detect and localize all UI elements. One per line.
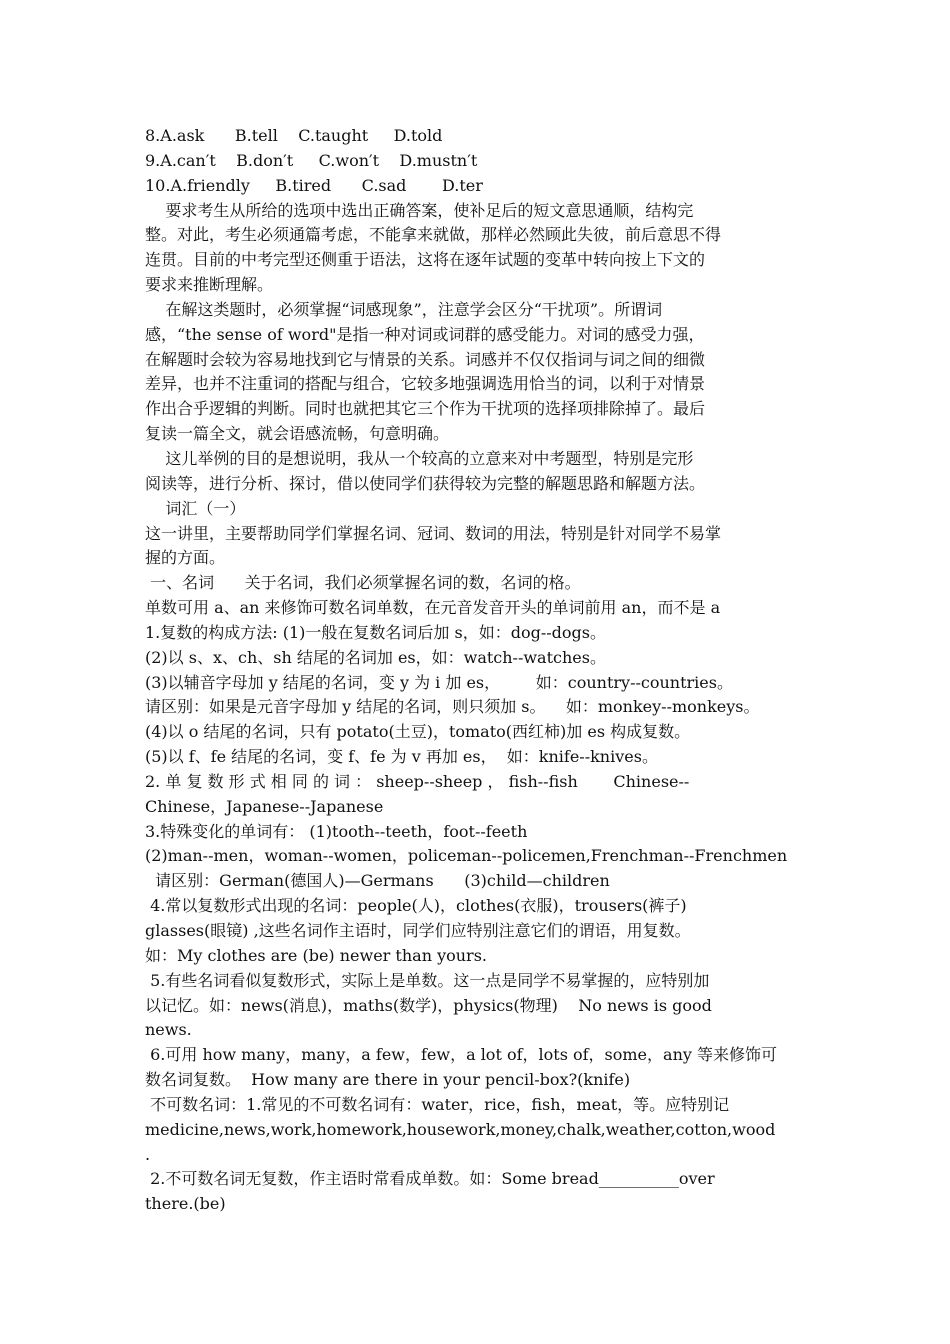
- text-line: glasses(眼镜) ,这些名词作主语时，同学们应特别注意它们的谓语，用复数。: [145, 921, 691, 940]
- text-line: 如：My clothes are (be) newer than yours.: [145, 945, 488, 965]
- text-line: 阅读等，进行分析、探讨，借以使同学们获得较为完整的解题思路和解题方法。: [145, 473, 706, 493]
- text-line: 1.复数的构成方法: (1)一般在复数名词后加 s，如：dog--dogs。: [145, 622, 606, 642]
- text-line: (4)以 o 结尾的名词，只有 potato(土豆)，tomato(西红柿)加 es 构成复数。: [145, 722, 691, 742]
- text-line: 4.常以复数形式出现的名词：people(人)，clothes(衣服)，trousers(裤子): [145, 896, 687, 916]
- text-line: 不可数名词：1.常见的不可数名词有：water，rice，fish，meat，等。应特别记: [145, 1094, 730, 1114]
- text-line: 这一讲里，主要帮助同学们掌握名词、冠词、数词的用法，特别是针对同学不易掌: [145, 523, 722, 543]
- text-line: 以记忆。如：news(消息)，maths(数学)，physics(物理) No news is good: [145, 995, 712, 1015]
- text-line: 要求考生从所给的选项中选出正确答案，使补足后的短文意思通顺，结构完: [145, 200, 694, 220]
- text-line: 这儿举例的目的是想说明，我从一个较高的立意来对中考题型，特别是完形: [145, 448, 694, 468]
- text-line: 整。对此，考生必须通篇考虑，不能拿来就做，那样必然顾此失彼，前后意思不得: [145, 225, 722, 245]
- text-line: (5)以 f、fe 结尾的名词，变 f、fe 为 v 再加 es， 如：knife--knives。: [145, 747, 658, 767]
- text-line: (2)man--men，woman--women，policeman--policemen,Frenchman--Frenchmen: [145, 846, 788, 866]
- text-line: 词汇（一）: [145, 498, 246, 518]
- text-line: 请区别：German(德国人)—Germans (3)child—children: [145, 871, 610, 891]
- text-line: 9.A.can′t B.don′t C.won′t D.mustn′t: [145, 150, 478, 170]
- text-line: 在解这类题时，必须掌握“词感现象”，注意学会区分“干扰项”。所谓词: [145, 299, 663, 319]
- text-line: 5.有些名词看似复数形式，实际上是单数。这一点是同学不易掌握的，应特别加: [145, 970, 710, 990]
- text-line: 感，“the sense of word"是指一种对词或词群的感受能力。对词的感受力强，: [145, 324, 705, 344]
- text-line: 一、名词 关于名词，我们必须掌握名词的数，名词的格。: [145, 573, 581, 593]
- text-line: 3.特殊变化的单词有： (1)tooth--teeth，foot--feeth: [145, 821, 528, 841]
- text-line: .: [145, 1144, 151, 1164]
- text-line: 连贯。目前的中考完型还侧重于语法，这将在逐年试题的变革中转向按上下文的: [145, 250, 706, 270]
- text-line: 握的方面。: [145, 548, 226, 568]
- text-line: 要求来推断理解。: [145, 275, 274, 295]
- text-line: (3)以辅音字母加 y 结尾的名词，变 y 为 i 加 es， 如：country--countries。: [145, 672, 733, 692]
- text-line: 在解题时会较为容易地找到它与情景的关系。词感并不仅仅指词与词之间的细微: [145, 349, 706, 369]
- text-line: 作出合乎逻辑的判断。同时也就把其它三个作为干扰项的选择项排除掉了。最后: [145, 399, 706, 419]
- text-line: Chinese，Japanese--Japanese: [145, 796, 384, 816]
- text-line: news.: [145, 1020, 192, 1040]
- text-line: 复读一篇全文，就会语感流畅，句意明确。: [145, 424, 450, 444]
- text-line: medicine,news,work,homework,housework,money,chalk,weather,cotton,wood: [145, 1119, 776, 1139]
- text-line: 6.可用 how many，many，a few，few，a lot of，lots of，some，any 等来修饰可: [145, 1045, 777, 1065]
- text-line: 10.A.friendly B.tired C.sad D.ter: [145, 175, 483, 195]
- text-line: 数名词复数。 How many are there in your pencil-box?(knife): [145, 1070, 631, 1090]
- document-page: [145, 124, 810, 1217]
- text-line: 差异，也并不注重词的搭配与组合，它较多地强调选用恰当的词，以利于对情景: [145, 374, 706, 394]
- text-line: (2)以 s、x、ch、sh 结尾的名词加 es，如：watch--watches。: [145, 647, 606, 667]
- text-line: 2. 单 复 数 形 式 相 同 的 词 ： sheep--sheep ， fish--fish Chinese--: [145, 771, 690, 791]
- text-line: 2.不可数名词无复数，作主语时常看成单数。如：Some bread__________over: [145, 1169, 715, 1189]
- text-line: 单数可用 a、an 来修饰可数名词单数，在元音发音开头的单词前用 an，而不是 a: [145, 598, 721, 618]
- text-line: there.(be): [145, 1194, 226, 1214]
- text-line: 请区别：如果是元音字母加 y 结尾的名词，则只须加 s。 如：monkey--monkeys。: [145, 697, 760, 717]
- text-line: 8.A.ask B.tell C.taught D.told: [145, 126, 443, 145]
